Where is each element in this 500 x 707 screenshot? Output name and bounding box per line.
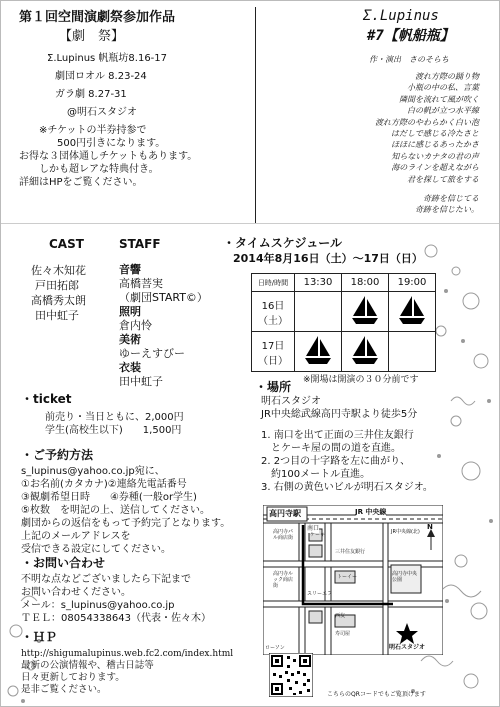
play-title: #7【帆船瓶】	[367, 28, 454, 44]
poem-line: 君を探して旅をする	[407, 174, 479, 184]
map-label: ローソン	[265, 645, 285, 651]
sailboat-icon	[350, 318, 380, 329]
slot-cell	[342, 292, 389, 332]
hp-line: 是非ご覧ください。	[21, 684, 107, 695]
title-block	[259, 7, 497, 221]
date-label: 17日	[261, 340, 285, 352]
staff-name: ゆーえすびー	[119, 347, 185, 360]
staff-heading: STAFF	[119, 237, 161, 251]
map-label: 西友	[335, 613, 346, 619]
venue-section	[255, 379, 485, 494]
reservation-line: s_lupinus@yahoo.co.jp宛に、	[21, 466, 165, 477]
note-line: 詳細はHPをご覧ください。	[19, 177, 143, 188]
staff-role: 照明	[119, 305, 141, 318]
slot-cell	[295, 332, 342, 372]
timetable-corner: 日時/時間	[252, 274, 295, 292]
venue-name: 明石スタジオ	[261, 396, 321, 407]
map-exit-label: 南口	[307, 525, 320, 532]
qr-code-icon	[269, 653, 313, 697]
schedule-line: Σ.Lupinus 帆瓶坊8.16-17	[47, 53, 168, 64]
staff-role: 美術	[119, 333, 141, 346]
slot-cell	[295, 292, 342, 332]
sailboat-icon	[397, 318, 427, 329]
cast-name: 高橋秀太朗	[31, 294, 86, 307]
direction-line: とケーキ屋の間の道を直進。	[261, 443, 401, 454]
festival-genre: 【劇 祭】	[59, 29, 125, 44]
poem-line: 小瓶の中の私、言葉	[407, 83, 479, 93]
cast-name: 佐々木知花	[31, 264, 86, 277]
note-line: お得な３団体通しチケットもあります。	[19, 151, 198, 162]
staff-name: 高橋菩実	[119, 277, 163, 290]
company-name: Σ.Lupinus	[363, 8, 439, 24]
cast-name: 戸田拓郎	[35, 279, 79, 292]
reservation-line: ③観劇希望日時 ④券種(一般or学生)	[21, 492, 197, 503]
direction-line: 1. 南口を出て正面の三井住友銀行	[261, 430, 414, 441]
map-label: 高円寺中央公園	[392, 571, 418, 583]
slot-cell	[342, 332, 389, 372]
ticket-section	[21, 391, 221, 437]
poem-line: 奇跡を信じてる	[423, 194, 479, 204]
map-label: トーイー	[337, 574, 358, 580]
map-station-label: 高円寺駅	[269, 509, 301, 518]
hp-section	[21, 629, 271, 696]
hp-url[interactable]: http://shigumalupinus.web.fc2.com/index.html	[21, 649, 234, 659]
date-label: 16日	[261, 300, 285, 312]
timetable-note: ※開場は開演の３０分前です	[303, 375, 419, 385]
hp-heading: ・ＨＰ	[21, 630, 58, 644]
timetable-dates: 2014年8月16日（土）～17日（日）	[233, 252, 423, 265]
note-line: しかも超レアな特典付き。	[39, 164, 159, 175]
day-label: （土）	[258, 315, 288, 327]
poem-line: 奇跡を信じたい。	[415, 205, 479, 215]
ticket-prices	[21, 411, 221, 437]
map-north-label: N	[427, 523, 433, 531]
festival-schedule	[19, 50, 251, 122]
qr-caption: こちらのQRコードでもご覧頂けます	[327, 691, 426, 698]
staff-list	[119, 263, 219, 389]
schedule-line: @明石スタジオ	[67, 107, 137, 118]
inquiry-line: お問い合わせください。	[21, 587, 131, 598]
sailboat-icon	[303, 358, 333, 369]
sailboat-icon	[350, 358, 380, 369]
timetable-row	[252, 292, 436, 332]
map-label: 寿司屋	[335, 631, 351, 637]
ticket-price-line: 前売り・当日ともに、2,000円	[45, 412, 184, 423]
slot-cell	[389, 292, 436, 332]
inquiry-phone: ＴＥＬ：08054338643（代表・佐々木）	[21, 613, 211, 624]
reservation-heading: ・ご予約方法	[21, 448, 94, 462]
author-credit: 作・演出 さのそらち	[369, 55, 449, 64]
poem-line: ほほに感じるあったかさ	[391, 140, 479, 150]
map-label: 高円寺パル商店街	[273, 529, 294, 541]
note-line: ※チケットの半券持参で	[39, 125, 147, 136]
cast-heading: CAST	[49, 237, 84, 251]
timetable-row	[252, 332, 436, 372]
reservation-line: 劇団からの返信をもって予約完了となります。	[21, 518, 231, 529]
poem-line: 海のラインを超えながら	[391, 163, 479, 173]
direction-line: 2. 2つ目の十字路を左に曲がり、	[261, 456, 411, 467]
cast-list	[31, 263, 111, 323]
reservation-line: 上記のメールアドレスを	[21, 531, 131, 542]
inquiry-heading: ・お問い合わせ	[21, 556, 106, 570]
hp-lines	[21, 648, 271, 696]
timetable-heading: ・タイムスケジュール	[223, 236, 343, 250]
staff-role: 衣装	[119, 361, 141, 374]
slot-cell	[389, 332, 436, 372]
timetable-time: 13:30	[295, 274, 342, 292]
poem	[259, 71, 497, 216]
ticket-heading: ・ticket	[21, 392, 72, 406]
map-line-label: JR 中央線	[355, 508, 387, 516]
section-divider	[1, 223, 500, 224]
timetable-table	[251, 273, 436, 372]
staff-name: （劇団START©）	[119, 291, 208, 304]
poem-line: 隣間を流れて風が吹く	[399, 94, 479, 104]
inquiry-line: 不明な点などございましたら下記まで	[21, 574, 191, 585]
direction-line: 3. 右側の黄色いビルが明石スタジオ。	[261, 482, 433, 493]
qr-code[interactable]	[269, 653, 325, 697]
timetable-section	[223, 235, 493, 386]
timetable-date-cell	[252, 292, 295, 332]
reservation-line: ⑤枚数 を明記の上、送信してください。	[21, 505, 210, 516]
inquiry-lines	[21, 573, 251, 625]
festival-header	[19, 9, 251, 189]
ticket-price-line: 学生(高校生以下) 1,500円	[45, 425, 182, 436]
top-divider	[255, 7, 256, 223]
cast-name: 田中虹子	[35, 309, 79, 322]
poem-line: 知らないカナタの君の声	[391, 151, 479, 161]
staff-name: 田中虹子	[119, 375, 163, 388]
poem-spacer	[259, 185, 479, 193]
inquiry-section	[21, 555, 251, 625]
schedule-line: 劇団ロオル 8.23-24	[55, 71, 147, 82]
timetable-time: 18:00	[342, 274, 389, 292]
staff-name: 倉内怜	[119, 319, 152, 332]
direction-line: 約100メートル直進。	[261, 469, 371, 480]
reservation-line: ①お名前(カタカナ)②連絡先電話番号	[21, 479, 187, 490]
venue-access: JR中央総武線高円寺駅より徒歩5分	[261, 409, 418, 420]
map-label: 三井住友銀行	[335, 549, 366, 555]
poem-line: はだしで感じる冷たさと	[391, 129, 479, 139]
venue-map	[263, 505, 443, 655]
poem-line: 白の帆が立つ水平線	[407, 106, 479, 116]
map-venue-label: 明石スタジオ	[389, 644, 426, 651]
venue-heading: ・場所	[255, 380, 292, 394]
poem-line: 渡れ方際のやわらかく白い泡	[375, 117, 479, 127]
festival-notes	[19, 124, 251, 189]
map-label: スリーエフ	[307, 591, 333, 597]
reservation-section	[21, 447, 251, 556]
map-label: JR中央線(北)	[391, 529, 420, 535]
note-line: 500円引きになります。	[57, 138, 166, 149]
timetable-time: 19:00	[389, 274, 436, 292]
poem-line: 渡れ方際の踊り物	[415, 72, 479, 81]
timetable-date-cell	[252, 332, 295, 372]
venue-directions	[255, 429, 485, 494]
festival-title: 第１回空間演劇祭参加作品	[19, 10, 176, 25]
inquiry-email: メール：s_lupinus@yahoo.co.jp	[21, 600, 175, 611]
staff-section	[119, 235, 219, 389]
day-label: （日）	[258, 355, 288, 367]
hp-line: 日々更新しております。	[21, 672, 125, 683]
schedule-line: ガラ劇 8.27-31	[55, 89, 127, 100]
reservation-lines	[21, 465, 251, 556]
cast-section	[31, 235, 111, 323]
reservation-line: 受信できる設定にしてください。	[21, 544, 171, 555]
map-label: 高円寺ルック商店街	[273, 571, 294, 589]
hp-line: 最新の公演情報や、稽古日誌等	[21, 660, 154, 671]
map-label: ケーキ	[310, 532, 326, 538]
staff-role: 音響	[119, 263, 141, 276]
